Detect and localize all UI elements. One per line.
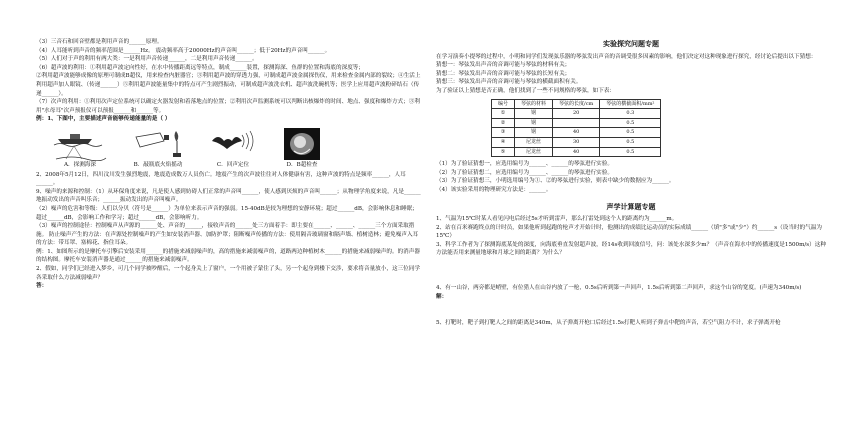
table-row (492, 137, 661, 147)
string-spec-table (491, 99, 661, 158)
figure-a (52, 127, 108, 170)
problem-line: 5、打靶时，靶子到打靶人之间的距离是340m，从子弹离开枪口后经过1.5s打靶人听到子弹击中靶的声音，若空气阻力不计，求子弹离开枪 (436, 320, 781, 327)
table-cell: 0.5 (600, 118, 661, 128)
table-header: 琴弦的长度/cm (553, 99, 600, 109)
table-cell: 0.3 (600, 109, 661, 119)
text-line: （3）噪声的控制途径：控制噪声从声源的______处、声音的______，接收声音的______处三方面着手：即主要在______、______、______三个方面采取措施。 防止噪声产生的方法：在声源处控制噪声的产生如安装消声器、加防护罩；阻断噪声传播的方法：使用隔音玻璃窗和隔声墙、植树造林；避免噪声入耳的方法：带耳罩、塞棉花、指住耳朵。 (36, 223, 419, 247)
table-cell: 0.5 (600, 147, 661, 157)
table-row (492, 147, 661, 157)
table-cell: ⑤ (492, 147, 515, 157)
table-row (492, 109, 661, 119)
figure-row (52, 127, 421, 170)
table-cell: 40 (553, 147, 600, 157)
table-cell: 30 (553, 137, 600, 147)
text-line: 在学习演奏小提琴的过程中，小明和同学们发现弦乐器的琴弦发出声音的音调受很多因素的影响，他们决定对这种现象进行探究，经讨论后提出以下猜想： (436, 53, 817, 60)
table-cell: 0.5 (600, 128, 661, 138)
text-line: 2、2008年5月12日，四川汶川发生强烈地震，地震造成数万人员伤亡。地震产生的次声波往往对人体健康有害，这种声波的特点是频率______，人耳______。 (36, 171, 406, 187)
text-line: （5）人们对于声的利用有两大类：一是利用声音传递______，二是利用声音传递______。 (36, 56, 258, 63)
ship-sonar-icon (52, 127, 108, 161)
figure-c (208, 127, 258, 170)
question-line: （1）为了验证猜想一，应选用编号为______、______的琴弦进行实验。 (436, 161, 613, 168)
problem-line: 1、气温为15℃时某人看见闪电后经过5s才听到雷声，那么打雷处到这个人的距离约为______m。 (436, 216, 678, 223)
question-line: （2）为了验证猜想二，应选用编号为______、______的琴弦进行实验。 (436, 169, 613, 176)
table-cell: ② (492, 118, 515, 128)
figure-caption: A．探测海深 (63, 161, 96, 168)
table-header-row (492, 99, 661, 109)
answer-space (436, 301, 826, 319)
text-line: ②利用超声波能够成像的原理可制成B超仪，用来检查内脏器官；③利用超声波的穿透力强，可制成超声波金属探伤仪，用来检查金属内部的裂纹；④生活上利用超声加人眼镜、（传递______）⑤利用超声波能量集中的特点可产生剧烈振动，可制成超声波洗衣机、超声波洗碗机等；医学上应用超声波粉碎结石（传递______）。 (36, 73, 421, 97)
answer-label: 答： (36, 283, 48, 290)
hypothesis: 猜想三：琴弦发出声音的音调可能与琴弦的横截面积有关。 (436, 79, 582, 86)
left-column (36, 38, 421, 291)
question-line: （3）为了验证猜想三，小明选用编号为①、②的琴弦进行实验，则表中缺少的数据应为______。 (436, 178, 675, 185)
bat-echolocation-icon (208, 127, 258, 161)
section-title: 声学计算题专题 (606, 201, 656, 211)
text-line: （2）噪声的危害和等级：人们以分贝（符号是______）为单位来表示声音的强弱。15-40dB是较为理想的安静环境；超过______dB，会影响休息和睡眠；超过______dB，会影响工作和学习；超过______dB，会影响听力。 (36, 205, 418, 221)
table-cell: 20 (553, 109, 600, 119)
table-cell: 尼龙丝 (515, 147, 553, 157)
table-header: 琴弦的材料 (515, 99, 553, 109)
text-line: （7）次声的利用：①利用次声定位系统可以确定火器发射和着落地点的位置；②利用次声监测系统可以判断出核爆炸的时间、地点、强度和爆炸方式；③利用"水母耳"次声预报仪可以预报______和______等。 (36, 99, 420, 114)
hypothesis: 猜想一：琴弦发出声音的音调可能与琴弦的材料有关； (436, 62, 571, 69)
table-cell: 40 (553, 128, 600, 138)
answer-space (436, 258, 826, 284)
table-cell: 0.5 (600, 137, 661, 147)
figure-caption: D．B超检查 (286, 161, 318, 168)
text-line: 9、噪声的来源和控制：（1）从环保角度来说，凡是使人感到妨碍人们正常的声音叫______，使人感到厌烦的声音叫______；从物理学角度来说，凡是______地振动发出的声音叫乐音；______振动发出的声音叫噪声。 (36, 188, 421, 204)
text-line: （4）人耳能听到声音的频率范围是______Hz。 震动频率高于20000Hz的声音叫______；低于20Hz的声音叫______。 (36, 47, 331, 54)
question-line: （4）该实验采用的物理研究方法是：______。 (436, 186, 552, 193)
table-cell: 钢 (515, 128, 553, 138)
figure-b (130, 127, 186, 170)
table-caption: 为了验证以上猜想是否正确，他们找到了一些不同规格的琴弦，如下表： (436, 87, 616, 94)
table-cell: ③ (492, 128, 515, 138)
table-cell: 钢 (515, 109, 553, 119)
table-cell: ④ (492, 137, 515, 147)
text-line: 例：1、如图所示的是摩托车引擎后安装采用______的措施来减弱噪声的，高的措施来减弱噪声的，道路两边种植树木______的措施来减弱噪声的。的消声器的结构图。摩托车安装消声器是通过______的措施来减弱噪声。 (36, 248, 420, 264)
problem-line: 4、有一山谷，两旁都是峭壁，有位猎人在山谷内放了一枪，0.5s后听到第一声回声，1.5s后听到第二声回声，求这个山谷的宽度。(声速为340m/s) (436, 285, 802, 292)
figure-caption: B．敲瓶底火焰摇动 (133, 161, 183, 168)
ultrasound-image-icon (280, 127, 324, 161)
table-header: 编号 (492, 99, 515, 109)
right-column (436, 38, 826, 328)
table-row (492, 118, 661, 128)
figure-d (280, 127, 324, 170)
hypothesis: 猜想二：琴弦发出声音的音调可能与琴弦的长短有关； (436, 70, 571, 77)
problem-line: 2、站在百米赛跑终点的计时员，如果他听到起跑的枪声才开始计时，他测出的成绩比运动员的实际成绩______（填"多"或"少"）约______s（设当时的气温为15℃） (436, 224, 822, 240)
text-line: （6）超声波的利用：①利用超声波定向性好，在水中传播距离远等特点，制成______装置，探测海深、鱼群的位置和海底的深度等； (36, 64, 364, 71)
table-row (492, 128, 661, 138)
figure-caption: C．回声定位 (216, 161, 250, 168)
text-line: （3）三音石和回音壁都是利用声音的______原理。 (36, 39, 163, 45)
problem-line: 3、科学工作者为了探测海底某处的深度，向海底垂直发射超声波，经14s收到回波信号，问：该处水深多少m？（声音在海水中的传播速度是1500m/s）这种方法能否用来测量地球和月球之间的距离？为什么？ (436, 241, 826, 257)
solution-label: 解： (436, 293, 448, 300)
table-cell: ① (492, 109, 515, 119)
example-question: 例：1、下图中，主要描述声音能够传递能量的是（ ） (36, 116, 171, 123)
table-cell: 尼龙丝 (515, 137, 553, 147)
table-header: 琴弦的横截面积/mm² (600, 99, 661, 109)
table-cell (553, 118, 600, 128)
bottle-flame-icon (130, 127, 186, 161)
table-cell: 钢 (515, 118, 553, 128)
text-line: 2、假如，同学们已经进入梦乡，可几个同学被吵醒后，一个起身关上了窗户，一个用被子蒙住了头，另一个起身到楼下交涉，要求将音量放小，这三位同学各采取什么方法减弱噪声？ (36, 266, 420, 281)
section-title: 实验探究问题专题 (603, 39, 659, 48)
